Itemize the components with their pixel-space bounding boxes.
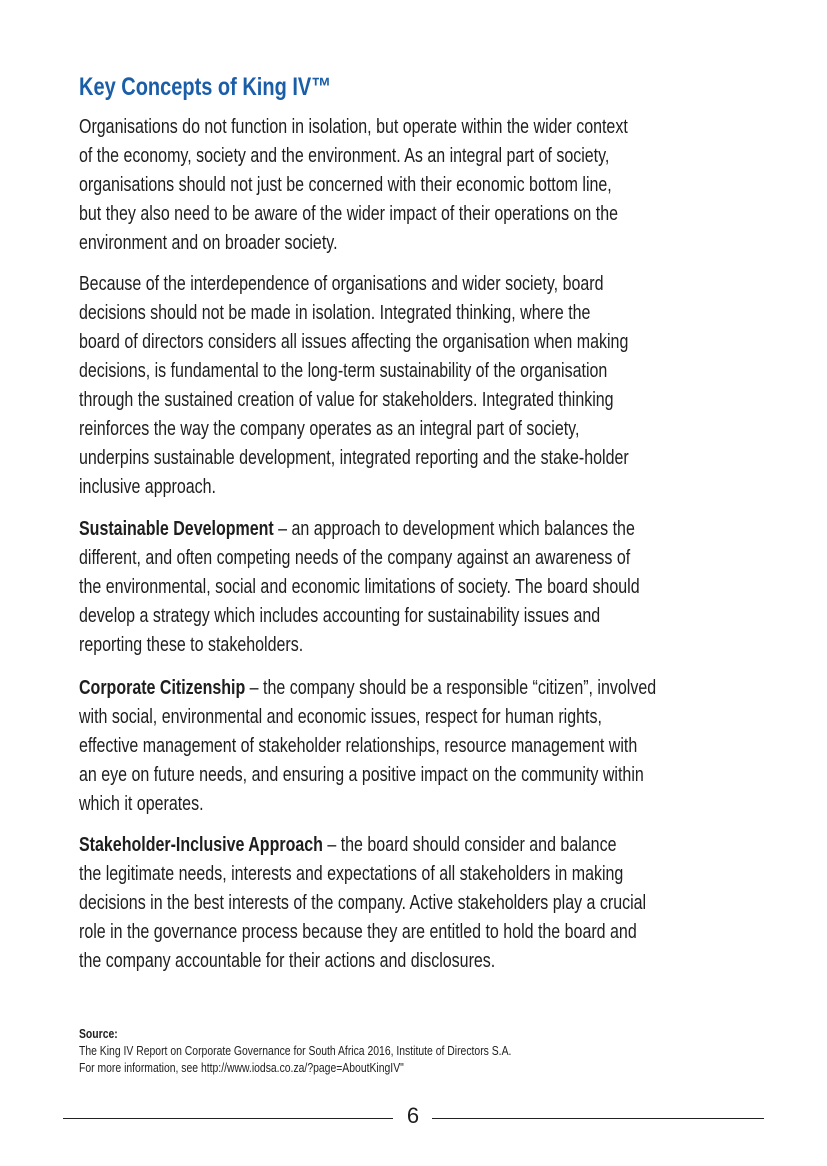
text-line: decisions, is fundamental to the long-term sustainability of the organisation [79,360,608,382]
source-citation: The King IV Report on Corporate Governance for South Africa 2016, Institute of Directors S.A. [79,1043,512,1058]
source-label: Source: [79,1026,118,1041]
text-line: Organisations do not function in isolation, but operate within the wider context [79,116,628,138]
intro-paragraph [79,113,765,258]
text-line: but they also need to be aware of the wider impact of their operations on the [79,203,618,225]
concept-sustainable-development [79,515,780,660]
text-line: an eye on future needs, and ensuring a positive impact on the community within [79,764,644,786]
text-line: the environmental, social and economic limitations of society. The board should [79,576,640,598]
integrated-thinking-paragraph [79,270,766,502]
text-line: reporting these to stakeholders. [79,634,304,656]
footer-rule-right [432,1118,764,1119]
text-line: the company accountable for their actions and disclosures. [79,950,496,972]
concept-corporate-citizenship [79,674,800,819]
text-line [79,831,646,860]
text-line: role in the governance process because they are entitled to hold the board and [79,921,637,943]
page-number: 6 [406,1103,420,1128]
text-line: the legitimate needs, interests and expectations of all stakeholders in making [79,863,624,885]
text-line: underpins sustainable development, integrated reporting and the stake-holder [79,447,629,469]
page-title: Key Concepts of King IV™ [79,73,332,101]
footer-rule-left [63,1118,393,1119]
text-line: organisations should not just be concerned with their economic bottom line, [79,174,612,196]
concept-text: – an approach to development which balances the [273,518,635,540]
text-line: through the sustained creation of value for stakeholders. Integrated thinking [79,389,614,411]
text-line [79,674,656,703]
text-line: decisions in the best interests of the company. Active stakeholders play a crucial [79,892,647,914]
text-line: environment and on broader society. [79,232,338,254]
concept-term: Sustainable Development [79,518,274,540]
text-line: reinforces the way the company operates as an integral part of society, [79,418,580,440]
text-line: inclusive approach. [79,476,216,498]
text-line: with social, environmental and economic issues, respect for human rights, [79,706,602,728]
text-line: effective management of stakeholder relationships, resource management with [79,735,638,757]
text-line: Because of the interdependence of organisations and wider society, board [79,273,604,295]
text-line: which it operates. [79,793,204,815]
concept-text: – the company should be a responsible “citizen”, involved [245,677,657,699]
text-line [79,515,640,544]
concept-text: – the board should consider and balance [322,834,617,856]
text-line: develop a strategy which includes accounting for sustainability issues and [79,605,601,627]
source-link-text: For more information, see http://www.iodsa.co.za/?page=AboutKingIV" [79,1060,404,1075]
source-note [79,1025,620,1076]
text-line: board of directors considers all issues affecting the organisation when making [79,331,629,353]
text-line: decisions should not be made in isolation. Integrated thinking, where the [79,302,591,324]
text-line: of the economy, society and the environment. As an integral part of society, [79,145,610,167]
concept-term: Stakeholder-Inclusive Approach [79,834,323,856]
text-line: different, and often competing needs of the company against an awareness of [79,547,631,569]
concept-stakeholder-inclusive-approach [79,831,788,976]
concept-term: Corporate Citizenship [79,677,246,699]
